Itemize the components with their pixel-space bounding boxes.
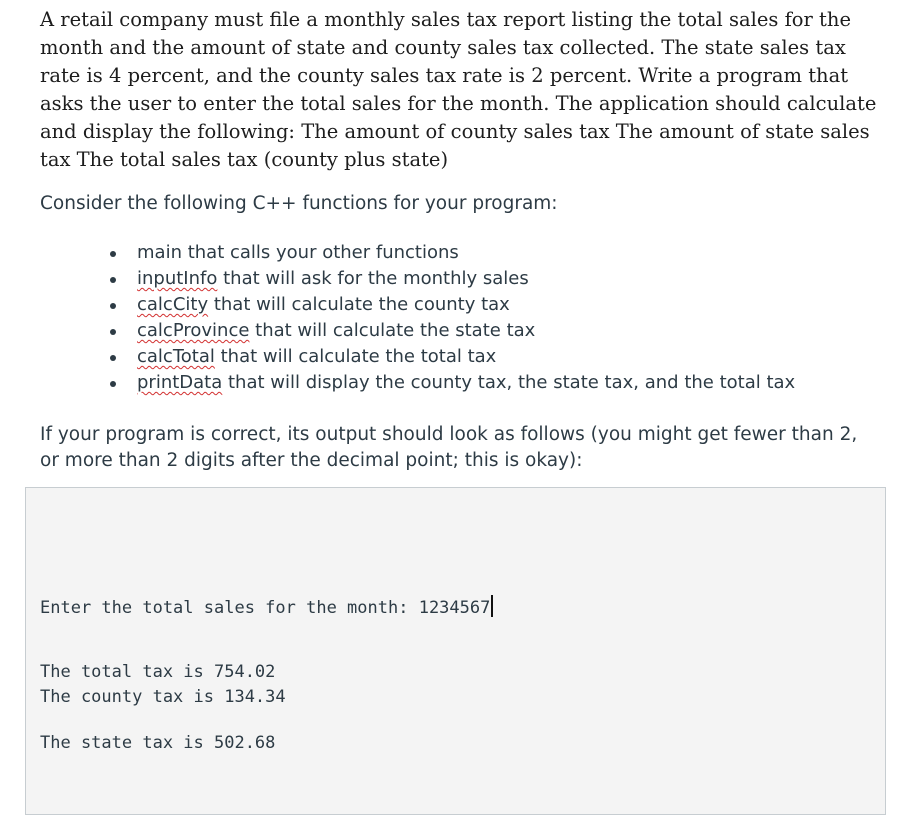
console-total-line: The total tax is 754.02 — [40, 662, 276, 682]
bullet-icon — [110, 329, 116, 335]
function-name: calcTotal — [137, 346, 215, 367]
function-description: that will ask for the monthly sales — [217, 268, 529, 289]
list-item-calctotal — [100, 344, 795, 370]
function-name: printData — [137, 372, 223, 393]
function-description: that will display the county tax, the state tax, and the total tax — [222, 372, 796, 393]
function-description: main that calls your other functions — [137, 242, 459, 263]
bullet-icon — [110, 303, 116, 309]
expected-output-intro: If your program is correct, its output should look as follows (you might get fewer than 2, or more than 2 digits after the decimal point; this is okay): — [40, 424, 858, 471]
list-item-calccity — [100, 292, 795, 318]
function-description: that will calculate the total tax — [214, 346, 497, 367]
bullet-icon — [110, 355, 116, 361]
bullet-icon — [110, 277, 116, 283]
console-county-line: The county tax is 134.34 — [40, 687, 286, 707]
list-item-main — [100, 240, 795, 266]
list-item-inputinfo — [100, 266, 795, 292]
text-cursor-icon — [491, 595, 493, 617]
console-state-line: The state tax is 502.68 — [40, 733, 276, 753]
sample-output-console — [25, 487, 886, 815]
list-item-calcprovince — [100, 318, 795, 344]
problem-statement: A retail company must file a monthly sales tax report listing the total sales for the month and the amount of state and county sales tax collected. The state sales tax rate is 4 percent, and the county sales tax rate is 2 percent. Write a program that asks the user to enter the total sales for the month. The application should calculate and display the following: The amount of county sales tax The amount of state sales tax The total sales tax (county plus state) — [40, 8, 877, 171]
function-description: that will calculate the state tax — [249, 320, 536, 341]
function-list — [100, 240, 795, 396]
console-input-value: 1234567 — [418, 598, 491, 618]
function-name: calcCity — [137, 294, 209, 315]
function-description: that will calculate the county tax — [208, 294, 510, 315]
functions-intro: Consider the following C++ functions for your program: — [40, 193, 558, 214]
list-item-printdata — [100, 370, 795, 396]
console-prompt: Enter the total sales for the month: — [40, 598, 419, 618]
bullet-icon — [110, 251, 116, 257]
bullet-icon — [110, 381, 116, 387]
function-name: inputInfo — [137, 268, 218, 289]
console-prompt-line — [40, 595, 493, 620]
function-name: calcProvince — [137, 320, 250, 341]
